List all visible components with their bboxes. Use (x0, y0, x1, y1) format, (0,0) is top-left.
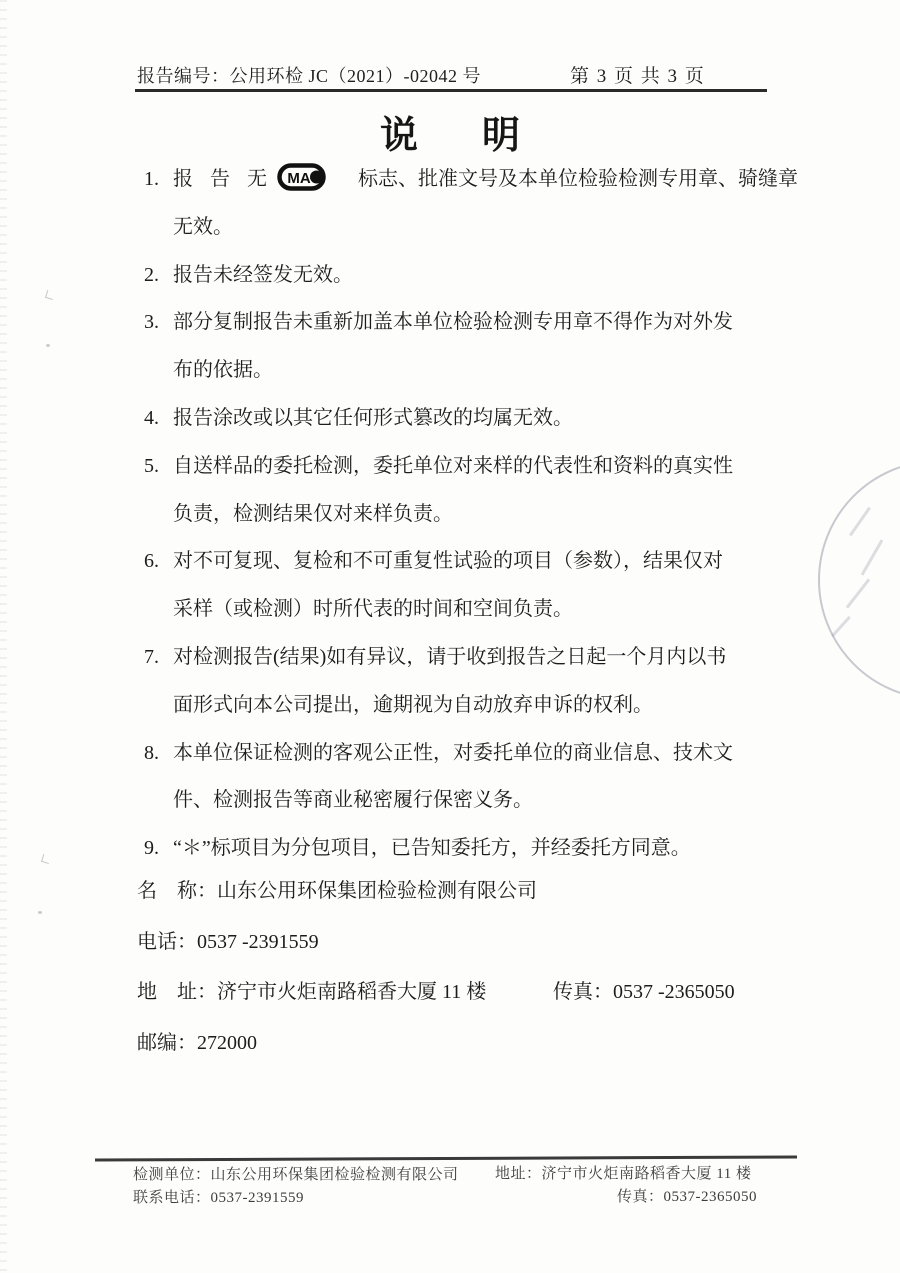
note-number: 8. (144, 741, 159, 764)
page-indicator: 第 3 页 共 3 页 (570, 66, 706, 87)
company-zip: 邮编：272000 (137, 1032, 257, 1055)
stamp-watermark (818, 460, 900, 700)
footer-unit: 检测单位：山东公用环保集团检验检测有限公司 (133, 1167, 459, 1183)
scan-noise-strip (0, 0, 7, 1273)
note-text: 面形式向本公司提出，逾期视为自动放弃申诉的权利。 (173, 693, 653, 716)
report-number: 报告编号：公用环检 JC（2021）-02042 号 (137, 66, 482, 86)
note-number: 5. (144, 454, 159, 477)
note-item-1 (143, 156, 798, 252)
note-item-6 (143, 538, 783, 634)
note-text: 部分复制报告未重新加盖本单位检验检测专用章不得作为对外发 (173, 311, 733, 334)
header-divider (135, 89, 767, 92)
note-text: 报告涂改或以其它任何形式篡改的均属无效。 (173, 406, 573, 429)
note-text: 对不可复现、复检和不可重复性试验的项目（参数），结果仅对 (173, 550, 723, 573)
note-text: 件、检测报告等商业秘密履行保密义务。 (173, 789, 533, 812)
note-item-4 (143, 395, 783, 443)
stamp-watermark-mark (831, 616, 851, 637)
cma-mark-icon (277, 163, 326, 191)
note-item-2 (143, 252, 783, 300)
note-item-3 (143, 299, 783, 395)
contact-block (137, 866, 837, 1069)
scan-artifact (38, 911, 42, 914)
company-fax: 传真：0537 -2365050 (553, 981, 735, 1004)
note-number: 3. (144, 311, 159, 334)
company-phone: 电话：0537 -2391559 (137, 930, 319, 953)
title-char-1: 说 (379, 115, 418, 157)
title-char-2: 明 (482, 115, 521, 157)
page-title (0, 104, 900, 159)
note-text: “＊”标项目为分包项目，已告知委托方，并经委托方同意。 (173, 837, 691, 860)
scan-artifact (46, 344, 50, 347)
note-number: 1. (144, 168, 159, 190)
note-number: 7. (144, 645, 159, 668)
company-address: 地 址：济宁市火炬南路稻香大厦 11 楼 (137, 981, 487, 1004)
scan-artifact (45, 290, 55, 300)
note-text: 报告未经签发无效。 (173, 263, 353, 286)
company-name: 名 称：山东公用环保集团检验检测有限公司 (137, 880, 537, 902)
note-text: 报 告 无 (173, 168, 273, 190)
note-text: 自送样品的委托检测，委托单位对来样的代表性和资料的真实性 (173, 454, 733, 477)
footer-divider (95, 1155, 797, 1161)
stamp-watermark-mark (861, 539, 884, 575)
note-number: 4. (144, 406, 159, 429)
note-text: 负责，检测结果仅对来样负责。 (173, 502, 453, 525)
footer-fax: 传真：0537-2365050 (617, 1189, 757, 1205)
note-item-7 (143, 634, 783, 730)
note-text: 布的依据。 (173, 359, 273, 382)
note-text: 本单位保证检测的客观公正性，对委托单位的商业信息、技术文 (173, 741, 733, 764)
note-number: 9. (144, 837, 159, 860)
note-text: 对检测报告(结果)如有异议，请于收到报告之日起一个月内以书 (173, 645, 727, 668)
company-address-row (137, 967, 837, 1018)
footer-address: 地址：济宁市火炬南路稻香大厦 11 楼 (495, 1166, 752, 1182)
note-number: 2. (144, 263, 159, 286)
stamp-watermark-mark (849, 507, 871, 537)
note-item-8 (143, 730, 783, 826)
footer-phone: 联系电话：0537-2391559 (133, 1190, 304, 1206)
note-text: 标志、批准文号及本单位检验检测专用章、骑缝章 (358, 168, 798, 190)
note-item-5 (143, 443, 783, 539)
notes-list (143, 156, 798, 873)
scan-artifact (41, 854, 51, 864)
note-text: 采样（或检测）时所代表的时间和空间负责。 (173, 598, 573, 621)
note-text: 无效。 (173, 215, 233, 238)
note-number: 6. (144, 550, 159, 573)
svg-text:MA: MA (287, 170, 311, 187)
stamp-watermark-mark (846, 578, 871, 608)
